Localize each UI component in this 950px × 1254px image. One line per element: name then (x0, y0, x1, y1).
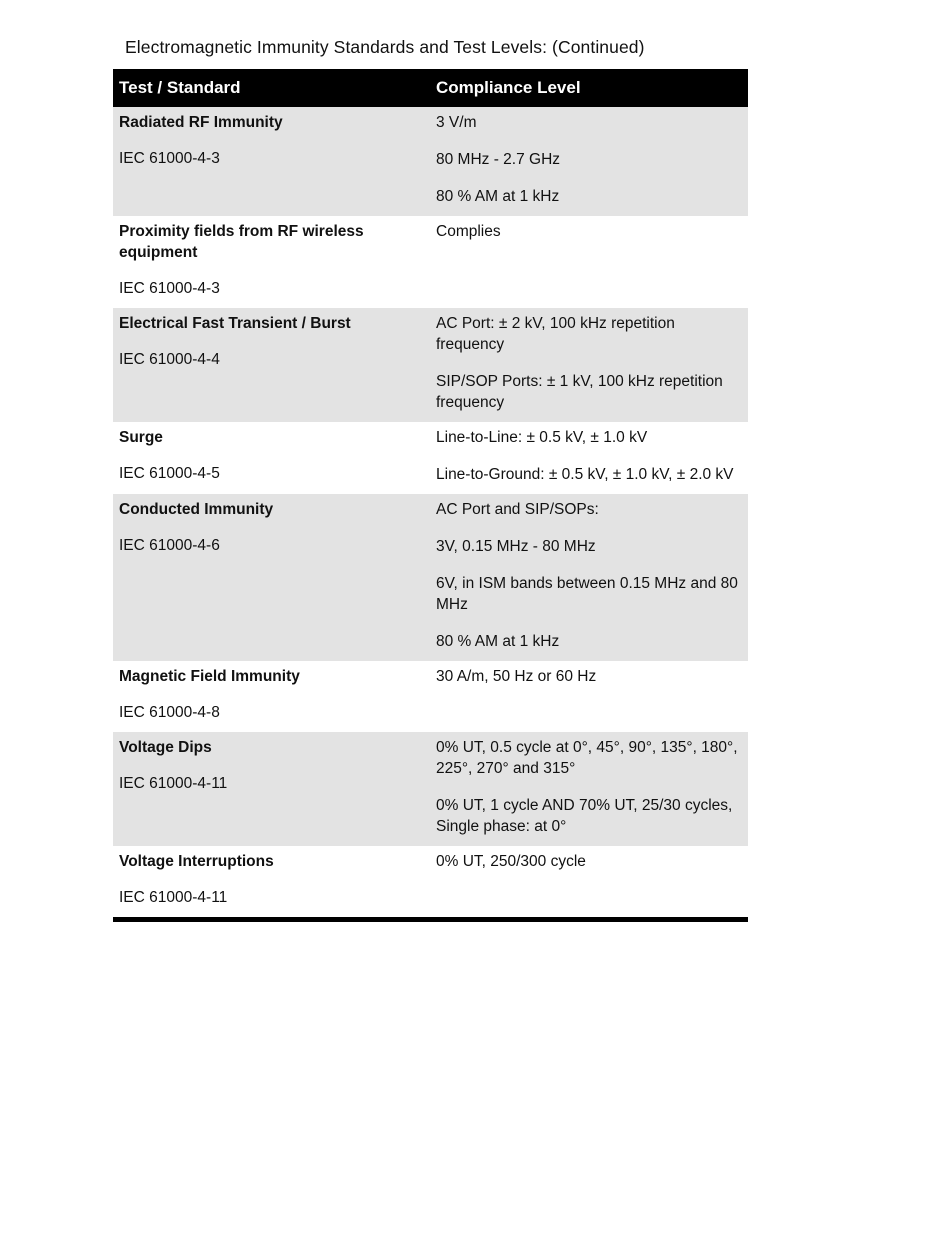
page-title: Electromagnetic Immunity Standards and Test Levels: (Continued) (125, 37, 645, 57)
table-row (113, 107, 748, 216)
test-standard: IEC 61000-4-6 (119, 537, 220, 554)
test-cell (113, 308, 430, 422)
table-row (113, 494, 748, 661)
table-row (113, 661, 748, 732)
compliance-cell (430, 846, 748, 920)
compliance-level: 0% UT, 250/300 cycle (436, 853, 586, 870)
compliance-level: AC Port: ± 2 kV, 100 kHz repetition frequency (436, 315, 675, 353)
test-standard: IEC 61000-4-5 (119, 465, 220, 482)
compliance-level: 80 % AM at 1 kHz (436, 633, 560, 650)
test-cell (113, 661, 430, 732)
compliance-level: 30 A/m, 50 Hz or 60 Hz (436, 668, 597, 685)
test-cell (113, 107, 430, 216)
compliance-cell (430, 422, 748, 494)
compliance-cell (430, 107, 748, 216)
test-name: Voltage Dips (119, 739, 212, 756)
compliance-level: 0% UT, 1 cycle AND 70% UT, 25/30 cycles, Single phase: at 0° (436, 797, 733, 835)
compliance-cell (430, 308, 748, 422)
test-cell (113, 494, 430, 661)
compliance-level: 80 MHz - 2.7 GHz (436, 151, 561, 168)
compliance-cell (430, 732, 748, 846)
test-cell (113, 732, 430, 846)
immunity-table (113, 69, 748, 922)
table-row (113, 846, 748, 920)
test-standard: IEC 61000-4-3 (119, 280, 220, 297)
test-name: Proximity fields from RF wireless equipment (119, 223, 364, 261)
test-cell (113, 422, 430, 494)
test-standard: IEC 61000-4-4 (119, 351, 220, 368)
table-row (113, 308, 748, 422)
compliance-level: Complies (436, 223, 501, 240)
test-standard: IEC 61000-4-11 (119, 775, 228, 792)
test-standard: IEC 61000-4-3 (119, 150, 220, 167)
test-standard: IEC 61000-4-8 (119, 704, 220, 721)
column-header-compliance: Compliance Level (430, 69, 748, 107)
compliance-cell (430, 216, 748, 308)
compliance-level: 0% UT, 0.5 cycle at 0°, 45°, 90°, 135°, 180°, 225°, 270° and 315° (436, 739, 738, 777)
compliance-cell (430, 494, 748, 661)
test-name: Surge (119, 429, 163, 446)
table-row (113, 422, 748, 494)
compliance-level: 80 % AM at 1 kHz (436, 188, 560, 205)
compliance-level: Line-to-Ground: ± 0.5 kV, ± 1.0 kV, ± 2.0 kV (436, 466, 734, 483)
test-cell (113, 216, 430, 308)
column-header-test: Test / Standard (113, 69, 430, 107)
test-name: Conducted Immunity (119, 501, 274, 518)
table-row (113, 216, 748, 308)
compliance-cell (430, 661, 748, 732)
test-standard: IEC 61000-4-11 (119, 889, 228, 906)
test-name: Voltage Interruptions (119, 853, 274, 870)
test-name: Radiated RF Immunity (119, 114, 283, 131)
compliance-level: 3 V/m (436, 114, 477, 131)
compliance-level: 6V, in ISM bands between 0.15 MHz and 80 MHz (436, 575, 738, 613)
table-row (113, 732, 748, 846)
test-name: Electrical Fast Transient / Burst (119, 315, 351, 332)
compliance-level: AC Port and SIP/SOPs: (436, 501, 599, 518)
compliance-level: Line-to-Line: ± 0.5 kV, ± 1.0 kV (436, 429, 648, 446)
compliance-level: 3V, 0.15 MHz - 80 MHz (436, 538, 596, 555)
table-header-row (113, 69, 748, 107)
compliance-level: SIP/SOP Ports: ± 1 kV, 100 kHz repetition frequency (436, 373, 723, 411)
test-name: Magnetic Field Immunity (119, 668, 300, 685)
test-cell (113, 846, 430, 920)
